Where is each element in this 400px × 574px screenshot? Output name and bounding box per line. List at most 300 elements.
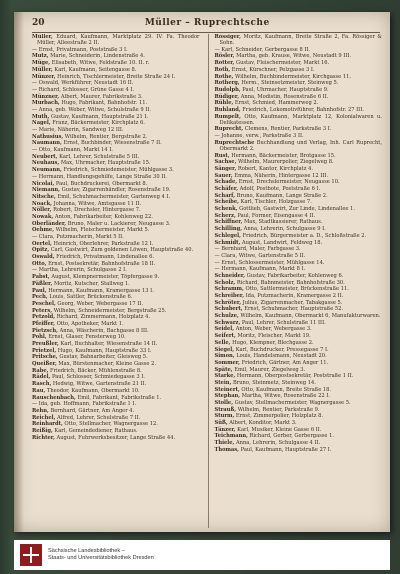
entry-details: Louis, Sattler, Brückenstraße 6. [49,294,133,301]
directory-entry [215,393,383,399]
entry-details: Moritz, Kaufmann, Breite Straße 2, Fa. Rössiger & Sohn. [219,34,382,47]
library-name-line2: Staats- und Universitätsbibliothek Dresden [48,555,154,561]
directory-entry [32,314,200,320]
entry-name: Schlegel, [214,232,241,239]
directory-entry [215,246,383,252]
entry-name: Mutz, [32,53,49,60]
directory-entry [32,435,200,441]
entry-name: Schenk, [214,206,238,213]
directory-entry [32,368,200,374]
entry-name: Nicolai, [32,180,55,187]
entry-name: Ruprecht, [214,126,244,133]
library-logo-icon [20,544,42,566]
directory-entry [32,401,200,407]
directory-entry [215,80,383,86]
entry-name: Schwarz, [214,319,241,326]
entry-details: Wilhelm, Rentier, Bergstraße 2. [64,133,148,140]
entry-name: Tänzer, [214,426,236,433]
directory-entry [215,347,383,353]
directory-entry [32,114,200,120]
entry-details: Hermann, Kaufmann, Kramergasse 13 I. [48,287,154,294]
entry-name: Müller, [32,66,53,73]
directory-entry [215,367,383,373]
entry-name: Reichel, [32,414,56,421]
directory-entry [32,87,200,93]
entry-details: Friedrich, Privatmann, Lindenallee 6. [56,254,155,261]
entry-details: Gustav, Fabrikarbeiter, Kohlenweg 6. [246,272,344,279]
directory-entry [215,126,383,132]
directory-entry [215,387,383,393]
entry-name: Päßler, [32,280,53,287]
directory-entry [32,67,200,73]
entry-details: Georg, Weber, Webergasse 17 II. [57,300,143,307]
directory-entry [32,181,200,187]
directory-entry [215,74,383,80]
entry-name: Sänger, [214,165,237,172]
directory-entry [215,213,383,219]
directory-entry [215,427,383,433]
entry-details: Albert, Maurer, Fabrikstraße 3. [60,93,143,100]
entry-details: Wilhelm, Fleischermeister, Markt 5. [55,227,150,234]
entry-details: Ernst, Glaser, Fensterweg 10. [48,334,126,341]
directory-entry [32,53,200,59]
entry-name: Süß, [214,420,228,427]
entry-details: Bernhard, Gärtner, Am Anger 4. [50,407,135,414]
directory-entry [32,160,200,166]
entry-details: Louis, Handelsmann, Neustadt 20. [236,353,327,360]
directory-entry [215,253,383,259]
entry-name: Schreiber, [214,293,245,300]
entry-name: Queißer, [32,361,57,368]
running-title: Müller – Ruprechtsche [144,18,270,28]
entry-details: Emil, Maurer, Ziegelweg 3. [234,366,306,373]
directory-entry [32,74,200,80]
entry-details: Richard, Bahnmeister, Bahnhofstraße 30. [236,279,345,286]
directory-entry [215,206,383,212]
entry-name: Sturm, [214,413,235,420]
entry-details: Wilhelm, Kaufmann, Obermarkt 6, Manufakturwaren. [240,313,381,320]
entry-details: Wilhelm, Buchbindermeister, Kirchgasse 11. [235,73,352,80]
entry-details: Hugo, Kaufmann, Hauptstraße 33 I. [57,347,152,354]
entry-details: Martha, Witwe, Rosenstraße 22 I. [241,393,330,400]
entry-name: Stephan, [214,393,241,400]
directory-entry [215,107,383,113]
entry-name: Nowak, [32,213,54,220]
entry-details: — Oswald, Werkführer, Neustadt 16 II. [32,80,134,87]
entry-name: Rühle, [214,100,234,107]
entry-name: Rauschenbach, [32,394,76,401]
directory-entry [32,428,200,434]
directory-entry [215,166,383,172]
entry-name: Neumann, [32,167,62,174]
entry-name: Nathusius, [32,133,64,140]
directory-entry [215,34,383,46]
entry-details: August, Klempnermeister, Töpfergasse 9. [51,274,160,281]
entry-name: Schmidt, [214,239,241,246]
directory-entry [32,395,200,401]
entry-details: Carl, Gastwirt, Zum goldenen Löwen, Hauptstraße 40. [50,247,194,254]
directory-entry [32,288,200,294]
entry-details: Alfred, Lehrer, Schulstraße 7 II. [57,414,141,421]
entry-details: Max, Bürstenmacher, Kleine Gasse 2. [58,361,157,368]
entry-details: Otto, Kaufmann, Breite Straße 18. [241,386,332,393]
directory-entry [32,80,200,86]
entry-name: Thiele, [214,440,235,447]
directory-entry [32,194,200,200]
entry-name: Schröter, [214,299,241,306]
entry-details: Friedrich, Lokomotivführer, Bahnhofstr. 27 III. [242,106,364,113]
directory-entry [32,415,200,421]
directory-entry [215,233,383,239]
entry-details: Karl, Buchdrucker, Pressegasse 7 I. [235,346,329,353]
entry-details: Hedwig, Witwe, Gartenstraße 21 II. [52,381,147,388]
entry-details: — Ernst, Schlossermeister, Mühlgasse 14. [214,259,325,266]
entry-name: Nitsche, [32,193,56,200]
entry-details: Ernst, Postsekretär, Bahnhofstraße 18 II. [48,260,156,267]
directory-entry [215,260,383,266]
entry-details: Herm., Steinsetzmeister, Steinweg 5. [241,80,339,87]
entry-details: Hermann, Oberpostsekretär, Poststraße 1 II. [236,373,354,380]
entry-name: Pfeiffer, [32,320,55,327]
entry-details: Emil, Schuhmachermeister, Gartenweg 4 I. [57,193,171,200]
directory-entry [215,67,383,73]
entry-details: — Martha, Lehrerin, Schulgasse 2 I. [32,267,127,274]
directory-entry [215,400,383,406]
entry-details: Anna, Lehrerin, Schulgasse 9 I. [243,226,326,233]
directory-entry [215,133,383,139]
entry-name: Pabst, [32,274,50,281]
entry-name: Ruhland, [214,106,241,113]
directory-entry [215,179,383,185]
entry-details: Moritz, Fleischer, Markt 19. [237,333,311,340]
directory-entry [215,420,383,426]
page-gutter-shadow [14,12,24,532]
entry-name: Scheibe, [214,199,239,206]
entry-name: Schulze, [214,313,239,320]
directory-entry [215,193,383,199]
entry-details: Robert, Drechsler, Hintergasse 7. [53,207,141,214]
entry-name: Schneider, [214,272,246,279]
directory-entry [32,127,200,133]
entry-name: Murbach, [32,100,60,107]
entry-details: Gustav, Zigarrenhändler, Rosenstraße 19. [61,187,171,194]
entry-details: Elisabeth, Witwe, Feldstraße 10. II. r. [51,60,150,67]
entry-details: — Anna, geb. Weber, Witwe, Schulstraße 9 II. [32,106,151,113]
entry-details: Albert, Konditor, Markt 3. [229,420,297,427]
directory-entry [32,254,200,260]
entry-name: Oehme, [32,227,54,234]
entry-name: Simon, [214,353,235,360]
entry-name: Steinert, [214,386,240,393]
directory-entry [32,154,200,160]
entry-name: Peschel, [32,300,56,307]
entry-details: Paul, Kaufmann, Hauptstraße 27 I. [240,446,332,453]
directory-entry [32,100,200,106]
directory-entry [215,360,383,366]
entry-details: — Hermann, Kaufmann, Markt 8 I. [214,266,306,273]
directory-entry [32,261,200,267]
entry-name: Rössiger, [214,34,241,40]
entry-name: Reinhardt, [32,421,63,428]
directory-entry [215,226,383,232]
entry-details: — Hermann, Handlungsgehilfe, Lange Straße 30 II. [32,173,167,180]
entry-name: Stolle, [214,400,233,407]
directory-entry [32,408,200,414]
entry-details: — Johanne, verw., Parkstraße 3 II. [214,133,304,140]
entry-name: Späte, [214,366,233,373]
entry-details: Friedrich, Schmiedemeister, Mühlgasse 3. [63,167,174,174]
entry-details: Wilhelm, Rentier, Parkstraße 9. [237,406,320,413]
entry-details: Ernst, Drechslermeister, Neugasse 10. [238,179,340,186]
entry-details: — Clara, Witwe, Gartenstraße 5 II. [214,252,306,259]
directory-entry [32,201,200,207]
left-column [32,34,200,528]
entry-name: Petzold, [32,314,56,321]
entry-name: Rothe, [214,73,234,80]
directory-entry [215,87,383,93]
entry-details: Wilhelm, Schneidermeister, Bergstraße 25. [53,307,167,314]
directory-entry [215,300,383,306]
entry-name: Niemann, [32,187,60,194]
directory-entry [32,421,200,427]
directory-entry [32,134,200,140]
entry-name: Rösler, [214,53,235,60]
directory-entry [32,328,200,334]
directory-entry [215,293,383,299]
library-footer [14,540,390,570]
directory-entry [32,281,200,287]
entry-name: Schubert, [214,306,243,313]
entry-details: Bruno, Maler u. Lackierer, Neugasse 3. [67,220,171,227]
directory-entry [215,266,383,272]
entry-name: Schilling, [214,226,243,233]
entry-name: Rotter, [214,60,235,67]
entry-name: Oertel, [32,240,52,247]
entry-name: Pech, [32,294,48,301]
directory-entry [32,301,200,307]
entry-details: Richard, Zimmermann, Holzplatz 4. [56,314,151,321]
library-credit [48,548,154,562]
entry-details: Martha, geb. Krause, Witwe, Neustadt 9 III. [236,53,351,60]
entry-details: Johanna, Witwe, Amtsgasse 11 II. [53,200,142,207]
entry-name: Müller, [32,34,53,40]
directory-entry [215,60,383,66]
directory-entry [32,207,200,213]
entry-details: Ernst, Buchbinder, Wiesenstraße 7 II. [63,140,162,147]
entry-name: Rudolph, [214,86,241,93]
entry-details: Hugo, Fabrikant, Bahnhofstr. 11. [61,100,148,107]
entry-name: Pietzsch, [32,327,58,334]
directory-entry [215,94,383,100]
directory-entry [215,320,383,326]
entry-details: Wilhelm, Maurerpolier, Ziegelweg 8. [238,159,334,166]
entry-name: Ruprechtsche [214,139,255,146]
entry-details: Robert, Kantor, Kirchplatz 4. [237,165,313,172]
entry-name: Neuhaus, [32,160,60,167]
entry-details: Bruno, Steinmetz, Steinweg 14. [232,379,316,386]
entry-name: Roth, [214,66,231,73]
entry-details: Ernst, Schuhmacher, Hauptstraße 52. [244,306,344,313]
directory-entry [32,341,200,347]
entry-details: Paul, Buchdruckerei, Obermarkt 8. [55,180,148,187]
entry-name: Selle, [214,339,231,346]
page-header [32,18,380,33]
entry-details: Gustav, Kaufmann, Hauptstraße 21 I. [50,113,149,120]
entry-details: Theodor, Kaufmann, Obermarkt 10. [46,387,140,394]
entry-details: Otto, Kaufmann, Marktplatz 12, Kolonialwaren u. Delikatessen. [219,113,382,126]
entry-name: Sachse, [214,159,237,166]
library-name-line1: Sächsische Landesbibliothek – [48,548,125,554]
entry-details: Max, Uhrmacher, Hauptstraße 15. [60,160,151,167]
directory-entry [215,273,383,279]
directory-entry [215,140,383,152]
directory-entry [215,186,383,192]
directory-entry [215,173,383,179]
entry-details: — Bernhard, Maler, Farbgasse 3. [214,246,301,253]
entry-name: Rotherg, [214,80,240,87]
directory-entry [32,47,200,53]
entry-details: Karl, Musiker, Kleine Gasse 6 II. [237,426,322,433]
entry-details: Gustav, Bahnarbeiter, Gleisweg 5. [59,354,148,361]
directory-entry [215,240,383,246]
directory-entry [215,447,383,453]
directory-entry [32,241,200,247]
entry-details: Bruno, Kaufmann, Lange Straße 2. [236,192,328,199]
directory-entry [215,286,383,292]
entry-details: Friedrich, Bürgermeister a. D., Schloßstraße 2. [242,232,367,239]
entry-details: Emma, Näherin, Hintergasse 12 III. [234,172,328,179]
entry-name: Scherz, [214,212,236,219]
entry-name: Münzner, [32,93,60,100]
entry-name: Richter, [32,434,55,441]
directory-entry [215,153,383,159]
directory-entry [32,147,200,153]
entry-name: Rau, [32,387,46,394]
entry-details: Karl, Kaufmann, Seitengasse 8. [54,66,137,73]
directory-entry [215,413,383,419]
entry-name: Müge, [32,60,51,67]
directory-entry [215,53,383,59]
directory-entry [32,381,200,387]
directory-entry [32,107,200,113]
entry-name: Sommer, [214,359,240,366]
directory-entry [215,380,383,386]
directory-entry [215,333,383,339]
entry-details: Moritz, Kutscher, Stallweg 1. [53,280,130,287]
entry-details: Eduard, Kaufmann, Marktplatz 29. IV. Fa. Theodor Müller, Alleestraße 2 II. [37,34,200,47]
directory-entry [215,100,383,106]
directory-entry [215,433,383,439]
entry-details: Otto, Stellmacher, Wagnergasse 12. [64,421,158,428]
directory-entry [32,60,200,66]
directory-entry [215,159,383,165]
entry-name: Stein, [214,379,232,386]
directory-entry [215,326,383,332]
entry-details: — Otto, Kaufmann, Markt 14 I. [32,147,113,154]
directory-entry [32,234,200,240]
directory-entry [32,348,200,354]
entry-details: Buchhandlung und Verlag, Inh. Carl Ruprecht, Obermarkt 2. [219,139,382,152]
entry-name: Siegel, [214,346,235,353]
entry-details: Friedrich, Bäcker, Mühlenstraße 8. [50,367,142,374]
directory-entry [32,388,200,394]
directory-entry [215,407,383,413]
entry-name: Strauß, [214,406,237,413]
directory-entry [215,440,383,446]
entry-name: Nöller, [32,207,52,214]
entry-name: Schade, [214,179,238,186]
directory-entry [32,274,200,280]
entry-name: Peters, [32,307,53,314]
directory-entry [32,94,200,100]
directory-entry [32,34,200,46]
entry-details: Richard, Gerber, Gerbergasse 1. [249,433,335,440]
directory-entry [32,120,200,126]
directory-entry [32,187,200,193]
directory-entry [215,306,383,312]
entry-name: Naumann, [32,140,62,147]
entry-details: Karl, Gemeindediener, Rathaus. [54,427,138,434]
entry-details: Ida, Putzmacherin, Kramergasse 2 II. [245,293,344,300]
entry-details: — Richard, Schlosser, Grüne Gasse 4 I. [32,86,135,93]
entry-name: Paul, [32,287,47,294]
entry-details: Gottlieb, Gastwirt, Zur Linde, Lindenallee 1. [239,206,355,213]
directory-entry [32,247,200,253]
entry-name: Prietzel, [32,347,57,354]
entry-details: Friedrich, Gärtner, Am Anger 11. [241,359,329,366]
entry-details: Franz, Bäckermeister, Kirchplatz 6. [52,120,145,127]
entry-details: — Clara, Putzmacherin, Markt 5 II. [32,234,124,241]
page-number: 20 [32,18,45,28]
directory-entry [32,354,200,360]
entry-details: Gustav, Fleischermeister, Markt 16. [236,60,330,67]
directory-entry [32,361,200,367]
entry-details: — Karl, Schneider, Gerbergasse 8 II. [214,46,311,53]
entry-details: Otto, Sattlermeister, Brückenstraße 11. [245,286,349,293]
entry-name: Sauer, [214,172,233,179]
entry-name: Pritsche, [32,354,58,361]
entry-details: Gustav, Stellmachermeister, Wagnergasse 5. [234,400,351,407]
entry-details: August, Fuhrwerksbesitzer, Lange Straße 44. [56,434,176,441]
entry-name: Reißig, [32,427,53,434]
entry-details: Otto, Apotheker, Markt 1. [56,320,124,327]
directory-entry [32,221,200,227]
directory-entry [215,219,383,225]
entry-details: Anna, Modistin, Rosenstraße 6 II. [240,93,329,100]
entry-details: Hugo, Klempner, Blechgasse 2. [232,339,314,346]
directory-entry [32,214,200,220]
entry-details: Heinrich, Tischlermeister, Breite Straße 24 I. [57,73,176,80]
entry-name: Preußler, [32,341,59,348]
right-column [208,34,383,528]
entry-details: — Ernst, Privatmann, Poststraße 3 I. [32,46,128,53]
entry-details: Anton, Fabrikarbeiter, Kohlenweg 22. [54,213,153,220]
directory-entry [215,340,383,346]
entry-name: Teichmann, [214,433,248,440]
entry-details: Ernst, Kürschner, Pelzgasse 3 I. [231,66,315,73]
entry-details: Hermann, Bäckermeister, Brotgasse 15. [231,152,336,159]
entry-details: Ernst, Schmied, Hammerweg 2. [234,100,319,107]
directory-entry [32,321,200,327]
entry-name: Seidel, [214,326,235,333]
entry-name: Rabe, [32,367,49,374]
directory-entry [215,313,383,319]
entry-details: Clemens, Rentier, Parkstraße 3 I. [244,126,332,133]
directory-entry [215,199,383,205]
entry-details: — Ida, geb. Hoffmann, Fabrikstraße 1 I. [32,401,137,408]
directory-entry [215,353,383,359]
entry-name: Schiffner, [214,219,243,226]
